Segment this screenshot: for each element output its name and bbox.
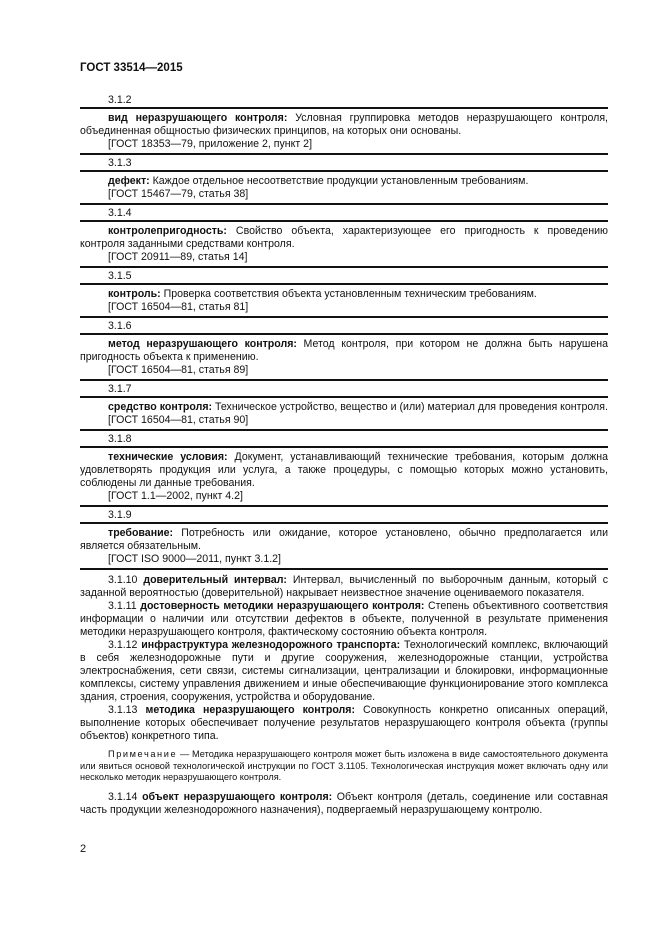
term-number: 3.1.11 bbox=[108, 600, 137, 612]
term-name: доверительный интервал: bbox=[143, 574, 287, 586]
term-number: 3.1.6 bbox=[108, 320, 132, 332]
note-dash: — bbox=[180, 749, 190, 759]
term-number: 3.1.3 bbox=[108, 157, 132, 169]
term-box bbox=[80, 522, 608, 570]
term-name: требование: bbox=[108, 527, 174, 539]
page-content bbox=[80, 92, 608, 817]
term-reference: [ГОСТ 1.1—2002, пункт 4.2] bbox=[108, 490, 243, 502]
term-name: вид неразрушающего контроля: bbox=[108, 112, 288, 124]
term-definition bbox=[80, 338, 608, 364]
term-text: Условная группировка методов неразрушающего контроля, объединенная общностью физических принципов, на которых они основаны. bbox=[80, 112, 609, 137]
term-text: Потребность или ожидание, которое установлено, обычно предполагается или является обязательным. bbox=[80, 527, 609, 552]
term-definition bbox=[80, 288, 608, 301]
document-header: ГОСТ 33514—2015 bbox=[80, 62, 183, 74]
term-text: Степень объективного соответствия информации о наличии или отсутствии дефектов в объекте, полученной в результате применения методики неразрушающего контроля, фактическому состоянию объекта контроля. bbox=[80, 600, 609, 638]
note-paragraph bbox=[80, 749, 608, 784]
term-number: 3.1.14 bbox=[108, 790, 138, 803]
term-number: 3.1.9 bbox=[108, 509, 132, 521]
term-box bbox=[80, 170, 608, 205]
term-box bbox=[80, 220, 608, 268]
term-number: 3.1.13 bbox=[108, 704, 138, 716]
term-text: Технологический комплекс, включающий в себя железнодорожные пути и другие сооружения, железнодорожные станции, устройства электроснабжения, сети связи, системы сигнализации, централизации и блокировки, информационные комплексы, систему управления движением и иные обеспечивающие функционирование этого комплекса здания, строения, сооружения, устройства и оборудование. bbox=[80, 639, 608, 703]
term-number: 3.1.4 bbox=[108, 207, 132, 219]
term-paragraph bbox=[80, 791, 608, 817]
term-text: Интервал, вычисленный по выборочным данным, который с заданной вероятностью (доверительной) накрывает неизвестное значение оцениваемого показателя. bbox=[80, 574, 608, 599]
term-text: Документ, устанавливающий технические требования, которым должна удовлетворять продукция или услуга, а также процедуры, с помощью которых можно установить, соблюдены ли данные требования. bbox=[80, 451, 608, 489]
term-name: методика неразрушающего контроля: bbox=[145, 704, 355, 716]
term-reference: [ГОСТ ISO 9000—2011, пункт 3.1.2] bbox=[108, 553, 281, 565]
term-paragraph bbox=[80, 600, 608, 639]
term-number: 3.1.7 bbox=[108, 383, 132, 395]
term-text: Проверка соответствия объекта установленным техническим требованиям. bbox=[163, 288, 537, 300]
term-box bbox=[80, 446, 608, 507]
term-reference: [ГОСТ 20911—89, статья 14] bbox=[108, 251, 248, 263]
note-label: Примечание bbox=[108, 749, 178, 759]
term-definition bbox=[80, 175, 608, 188]
term-number: 3.1.10 bbox=[108, 574, 138, 586]
note-text: Методика неразрушающего контроля может быть изложена в виде самостоятельного документа или явиться основой технологической инструкции по ГОСТ 3.1105. Технологическая инструкция может включать одну или несколько методик неразрушающего контроля. bbox=[80, 749, 608, 782]
term-text: Объект контроля (деталь, соединение или составная часть продукции железнодорожного назначения), подвергаемый неразрушающему контролю. bbox=[80, 790, 608, 816]
term-name: инфраструктура железнодорожного транспорта: bbox=[141, 639, 401, 651]
term-name: метод неразрушающего контроля: bbox=[108, 338, 297, 350]
term-name: достоверность методики неразрушающего контроля: bbox=[140, 600, 425, 612]
term-number: 3.1.2 bbox=[108, 94, 132, 106]
term-name: технические условия: bbox=[108, 451, 228, 463]
term-definition bbox=[80, 225, 608, 251]
term-paragraph bbox=[80, 574, 608, 600]
term-reference: [ГОСТ 15467—79, статья 38] bbox=[108, 188, 249, 200]
term-text: Каждое отдельное несоответствие продукции установленным требованиям. bbox=[152, 175, 529, 187]
term-paragraph bbox=[80, 639, 608, 704]
term-reference: [ГОСТ 16504—81, статья 81] bbox=[108, 301, 249, 313]
term-name: контролепригодность: bbox=[108, 225, 227, 237]
term-name: средство контроля: bbox=[108, 401, 213, 413]
term-name: дефект: bbox=[108, 175, 150, 187]
term-reference: [ГОСТ 16504—81, статья 90] bbox=[108, 414, 249, 426]
term-name: объект неразрушающего контроля: bbox=[142, 790, 333, 803]
term-number: 3.1.8 bbox=[108, 433, 132, 445]
term-definition bbox=[80, 401, 608, 414]
term-text: Техническое устройство, вещество и (или) материал для проведения контроля. bbox=[215, 401, 608, 413]
term-number: 3.1.5 bbox=[108, 270, 132, 282]
term-box bbox=[80, 333, 608, 381]
term-box bbox=[80, 107, 608, 155]
term-reference: [ГОСТ 16504—81, статья 89] bbox=[108, 364, 249, 376]
term-text: Свойство объекта, характеризующее его пригодность к проведению контроля заданными средствами контроля. bbox=[80, 225, 608, 250]
term-name: контроль: bbox=[108, 288, 161, 300]
term-box bbox=[80, 283, 608, 318]
page-number: 2 bbox=[80, 843, 87, 855]
term-text: Совокупность конкретно описанных операций, выполнение которых обеспечивает получение результатов неразрушающего контроля объекта (группы объектов) конкретного типа. bbox=[80, 704, 608, 742]
term-definition bbox=[80, 527, 608, 553]
term-box bbox=[80, 396, 608, 431]
term-definition bbox=[80, 112, 608, 138]
term-definition bbox=[80, 451, 608, 490]
term-number: 3.1.12 bbox=[108, 639, 138, 651]
term-paragraph bbox=[80, 704, 608, 743]
term-text: Метод контроля, при котором не должна быть нарушена пригодность объекта к применению. bbox=[80, 338, 608, 363]
term-reference: [ГОСТ 18353—79, приложение 2, пункт 2] bbox=[108, 138, 313, 150]
